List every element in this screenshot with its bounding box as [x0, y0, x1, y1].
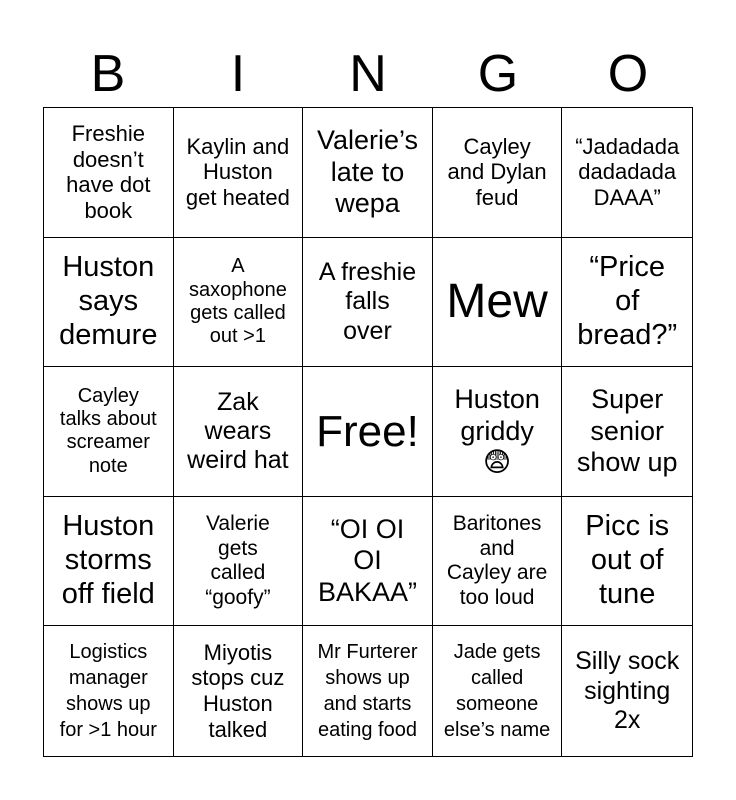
cell-label: A freshie falls over — [318, 258, 417, 345]
bingo-cell-r2-c2[interactable] — [174, 238, 304, 368]
cell-label: “Price of bread?” — [577, 251, 678, 351]
bingo-cell-r5-c4[interactable] — [433, 626, 563, 756]
header-letter-o: O — [607, 45, 649, 103]
bingo-cell-r1-c2[interactable] — [174, 108, 304, 238]
bingo-cell-r5-c5[interactable] — [562, 626, 692, 756]
cell-label: Cayley and Dylan feud — [447, 133, 547, 211]
bingo-cell-r3-c3[interactable] — [303, 367, 433, 497]
bingo-grid — [43, 107, 693, 757]
cell-label: Huston storms off field — [61, 510, 155, 611]
cell-label: Zak wears weird hat — [187, 387, 289, 475]
bingo-cell-r5-c2[interactable] — [174, 626, 304, 756]
bingo-cell-r5-c1[interactable] — [44, 626, 174, 756]
cell-label: Kaylin and Huston get heated — [185, 133, 290, 211]
cell-label: Jade gets called someone else’s name — [443, 641, 551, 742]
cell-label: Cayley talks about screamer note — [59, 384, 157, 477]
cell-label: “Jadadada dadadada DAAA” — [575, 133, 680, 211]
header-letter-b: B — [90, 45, 126, 103]
free-space-label: Free! — [316, 406, 419, 456]
bingo-cell-r3-c5[interactable] — [562, 367, 692, 497]
cell-label: Mew — [446, 274, 548, 328]
bingo-cell-r2-c3[interactable] — [303, 238, 433, 368]
cell-label: Valerie gets called “goofy” — [205, 511, 271, 609]
cell-label: Huston says demure — [59, 251, 158, 351]
bingo-cell-r1-c5[interactable] — [562, 108, 692, 238]
bingo-cell-r1-c3[interactable] — [303, 108, 433, 238]
cell-label: Freshie doesn’t have dot book — [66, 120, 151, 224]
bingo-cell-r4-c1[interactable] — [44, 497, 174, 627]
bingo-cell-r3-c1[interactable] — [44, 367, 174, 497]
cell-label: Mr Furterer shows up and starts eating food — [317, 641, 418, 742]
cell-label: Valerie’s late to wepa — [316, 124, 419, 219]
cell-label: Silly sock sighting 2x — [575, 647, 680, 734]
cell-label: Super senior show up — [576, 384, 678, 478]
bingo-cell-r5-c3[interactable] — [303, 626, 433, 756]
cell-label: Baritones and Cayley are too loud — [446, 511, 548, 609]
bingo-cell-r3-c2[interactable] — [174, 367, 304, 497]
bingo-cell-r2-c1[interactable] — [44, 238, 174, 368]
cell-label: Huston griddy 😨 — [454, 384, 540, 478]
header-letter-i: I — [230, 45, 246, 103]
header-letter-g: G — [477, 45, 519, 103]
bingo-cell-r2-c5[interactable] — [562, 238, 692, 368]
header-letter-n: N — [349, 45, 387, 103]
cell-label: “OI OI OI BAKAA” — [317, 513, 418, 607]
bingo-cell-r1-c4[interactable] — [433, 108, 563, 238]
bingo-cell-r3-c4[interactable] — [433, 367, 563, 497]
cell-label: A saxophone gets called out >1 — [188, 255, 287, 348]
cell-label: Logistics manager shows up for >1 hour — [59, 641, 157, 742]
bingo-cell-r4-c3[interactable] — [303, 497, 433, 627]
bingo-cell-r4-c4[interactable] — [433, 497, 563, 627]
cell-label: Picc is out of tune — [585, 510, 670, 611]
bingo-cell-r4-c2[interactable] — [174, 497, 304, 627]
bingo-cell-r2-c4[interactable] — [433, 238, 563, 368]
cell-label: Miyotis stops cuz Huston talked — [191, 639, 285, 742]
bingo-header — [43, 42, 693, 106]
bingo-cell-r4-c5[interactable] — [562, 497, 692, 627]
bingo-cell-r1-c1[interactable] — [44, 108, 174, 238]
